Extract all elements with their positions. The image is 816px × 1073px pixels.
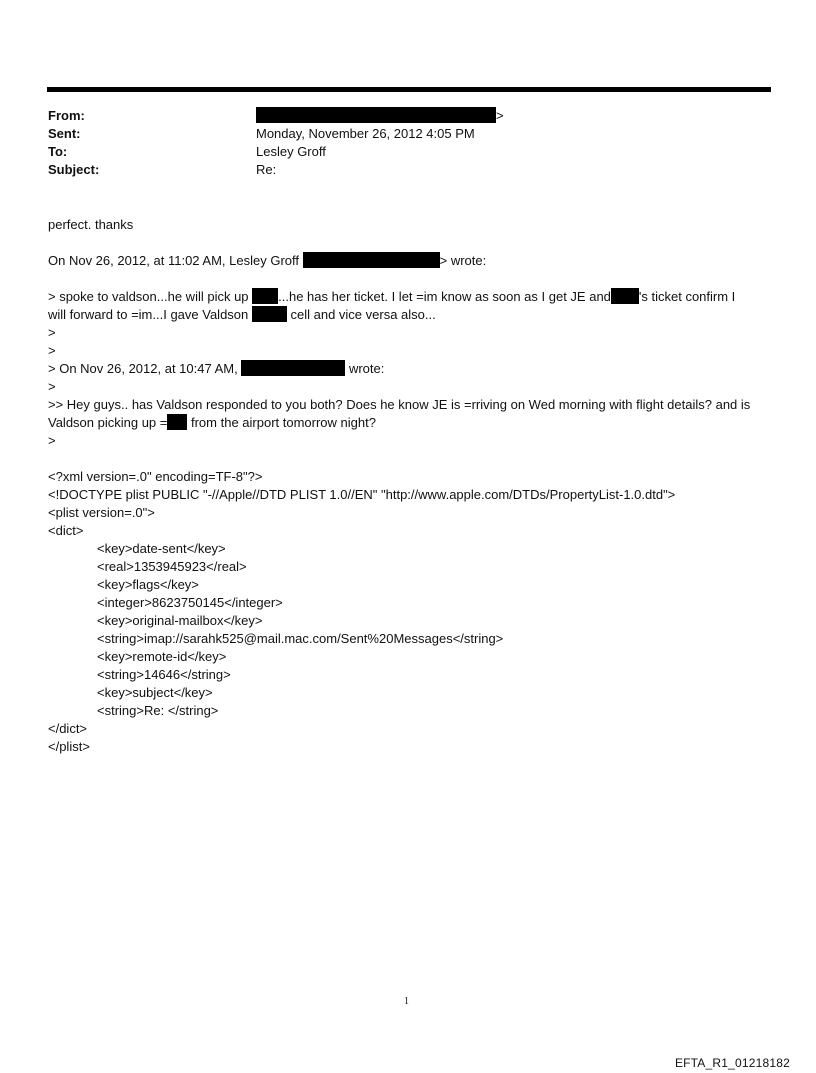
quoted-line: > [48, 379, 56, 394]
plist-line: <string>14646</string> [97, 667, 231, 682]
to-row [48, 143, 768, 161]
plist-line: <string>imap://sarahk525@mail.mac.com/Sent%20Messages</string> [97, 631, 504, 646]
plist-line: <key>date-sent</key> [97, 541, 226, 556]
plist-line: <key>remote-id</key> [97, 649, 227, 664]
subject-row [48, 161, 768, 179]
redaction-block [611, 288, 639, 304]
sent-row [48, 125, 768, 143]
plist-line: <string>Re: </string> [97, 703, 219, 718]
quoted-line: >> Hey guys.. has Valdson responded to you both? Does he know JE is =rriving on Wed morning with flight details? and is [48, 397, 751, 412]
plist-block [48, 468, 772, 756]
subject-value: Re: [256, 162, 277, 177]
plist-line: <dict> [48, 523, 84, 538]
from-label: From: [48, 108, 85, 123]
subject-label: Subject: [48, 162, 100, 177]
plist-line: <key>subject</key> [97, 685, 213, 700]
to-value: Lesley Groff [256, 144, 326, 159]
quoted-line: > [48, 325, 56, 340]
redaction-block [256, 107, 496, 123]
redaction-block [252, 306, 287, 322]
plist-line: </plist> [48, 739, 90, 754]
plist-line: <plist version=.0"> [48, 505, 155, 520]
from-suffix: > [496, 108, 504, 123]
email-header [48, 107, 768, 179]
quoted-line: > spoke to valdson...he will pick up ...he has her ticket. I let =im know as soon as I get JE and 's ticket confirm I [48, 289, 736, 304]
quoted-line: > On Nov 26, 2012, at 10:47 AM, wrote: [48, 361, 385, 376]
plist-line: <integer>8623750145</integer> [97, 595, 283, 610]
to-label: To: [48, 144, 68, 159]
plist-line: <!DOCTYPE plist PUBLIC "-//Apple//DTD PLIST 1.0//EN" "http://www.apple.com/DTDs/PropertyList-1.0.dtd"> [48, 487, 676, 502]
body-line: perfect. thanks [48, 217, 134, 232]
top-rule [47, 87, 771, 92]
plist-line: <key>flags</key> [97, 577, 199, 592]
quoted-line: > [48, 343, 56, 358]
redaction-block [241, 360, 345, 376]
quoted-line: Valdson picking up = from the airport tomorrow night? [48, 415, 376, 430]
redaction-block [252, 288, 278, 304]
email-body [48, 216, 772, 756]
plist-line: <key>original-mailbox</key> [97, 613, 263, 628]
quoted-line: will forward to =im...I gave Valdson cell and vice versa also... [48, 307, 436, 322]
plist-line: <?xml version=.0" encoding=TF-8"?> [48, 469, 263, 484]
document-id: EFTA_R1_01218182 [674, 1056, 790, 1070]
page-number: 1 [404, 996, 409, 1007]
plist-line: </dict> [48, 721, 88, 736]
sent-value: Monday, November 26, 2012 4:05 PM [256, 126, 475, 141]
sent-label: Sent: [48, 126, 81, 141]
quoted-line: > [48, 433, 56, 448]
from-row [48, 107, 768, 125]
redaction-block [303, 252, 440, 268]
redaction-block [167, 414, 187, 430]
plist-line: <real>1353945923</real> [97, 559, 247, 574]
reply-attribution: On Nov 26, 2012, at 11:02 AM, Lesley Groff > wrote: [48, 253, 487, 268]
from-value [256, 107, 504, 125]
